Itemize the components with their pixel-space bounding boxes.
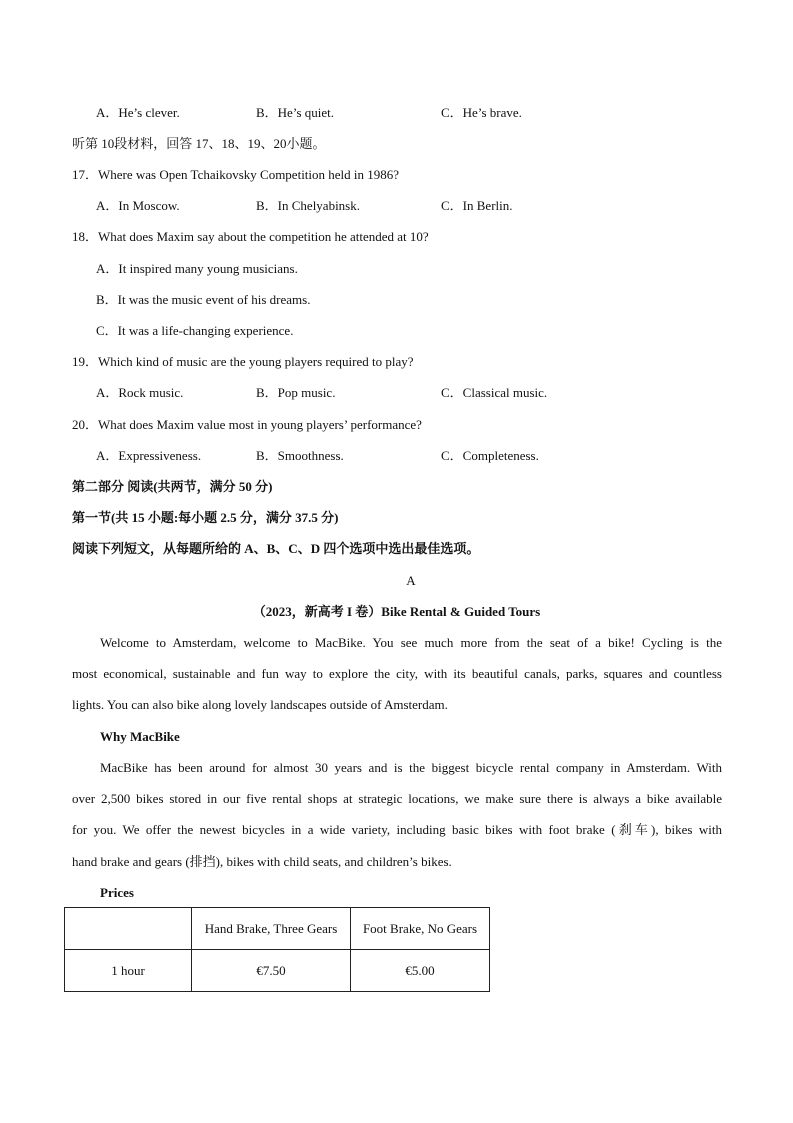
q16-option-b: B．He’s quiet. [256,105,334,120]
paragraph-line: for you. We offer the newest bicycles in a wide variety, including basic bikes with foot brake (刹车), bikes with [72,822,722,837]
paragraph-line: lights. You can also bike along lovely landscapes outside of Amsterdam. [72,697,448,712]
q16-option-c: C．He’s brave. [441,105,522,120]
paragraph-line: Welcome to Amsterdam, welcome to MacBike. You see much more from the seat of a bike! Cycling is the [100,635,722,650]
question-stem: 18．What does Maxim say about the competition he attended at 10? [72,229,429,244]
table-row [65,950,490,992]
heading-why-macbike: Why MacBike [100,729,180,744]
heading-prices: Prices [100,885,134,900]
table-cell: €7.50 [192,950,351,992]
question-stem: 20．What does Maxim value most in young players’ performance? [72,417,422,432]
paragraph-line: over 2,500 bikes stored in our five rental shops at strategic locations, we make sure there is always a bike available [72,791,722,806]
option-a: A．It inspired many young musicians. [96,261,298,276]
part2-title: 第二部分 阅读(共两节，满分 50 分) [72,479,273,494]
question-stem: 17．Where was Open Tchaikovsky Competition held in 1986? [72,167,400,182]
table-header-cell: Foot Brake, No Gears [351,908,490,950]
option-b: B．It was the music event of his dreams. [96,292,311,307]
option-a: A．Expressiveness. [96,448,202,463]
question-stem: 19．Which kind of music are the young players required to play? [72,354,414,369]
passage-letter: A [406,573,416,588]
reading-instruction: 阅读下列短文，从每题所给的 A、B、C、D 四个选项中选出最佳选项。 [72,541,480,556]
table-cell: 1 hour [65,950,192,992]
prices-table [64,907,490,992]
option-b: B．Smoothness. [256,448,344,463]
table-header-row [65,908,490,950]
passage-title: （2023，新高考 I 卷）Bike Rental & Guided Tours [252,604,541,619]
q16-option-a: A．He’s clever. [96,105,180,120]
option-c: C．It was a life-changing experience. [96,323,294,338]
option-b: B．In Chelyabinsk. [256,198,360,213]
paragraph-line: hand brake and gears (排挡), bikes with child seats, and children’s bikes. [72,854,452,869]
table-header-cell [65,908,192,950]
option-b: B．Pop music. [256,385,336,400]
table-cell: €5.00 [351,950,490,992]
paragraph-line: most economical, sustainable and fun way to explore the city, with its beautiful canals, parks, squares and countless [72,666,722,681]
paragraph-line: MacBike has been around for almost 30 years and is the biggest bicycle rental company in Amsterdam. With [100,760,722,775]
option-c: C．Classical music. [441,385,548,400]
option-c: C．Completeness. [441,448,539,463]
option-a: A．Rock music. [96,385,184,400]
option-c: C．In Berlin. [441,198,513,213]
table-header-cell: Hand Brake, Three Gears [192,908,351,950]
section1-title: 第一节(共 15 小题:每小题 2.5 分，满分 37.5 分) [72,510,339,525]
section-instruction: 听第 10段材料，回答 17、18、19、20小题。 [72,136,326,151]
option-a: A．In Moscow. [96,198,180,213]
